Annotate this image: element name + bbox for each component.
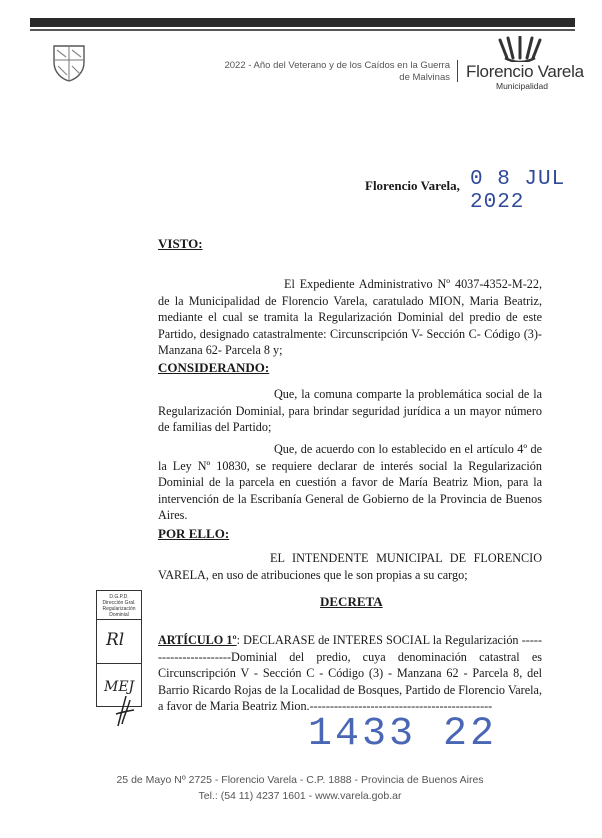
decreta-heading: DECRETA (320, 594, 383, 609)
florencio-varela-logo (495, 36, 545, 62)
header-bar (30, 18, 575, 27)
article-1-text: : DECLARASE de INTERES SOCIAL la Regularización -----------------------Dominial del predio, cuya denominación catastral es Circunscripción V - Sección C - Código (3) - Manzana 62 - Parcela 8, del Barrio Ricardo Rojas de la Localidad de Bosques, Partido de Florencio Varela, a favor de Maria Beatriz Mion.--------------------------------------------- (158, 633, 543, 713)
por-ello-heading: POR ELLO: (158, 526, 230, 541)
date-stamp: 0 8 JUL 2022 (470, 168, 566, 214)
considerando-paragraph-2: Que, de acuerdo con lo establecido en el artículo 4º de la Ley Nº 10830, se requiere declarar de interés social la Regularización Dominial de la parcela en cuestión a favor de María Beatriz Mion, para la intervención de la Escribanía General de Gobierno de la Provincia de Buenos Aires. (158, 442, 542, 522)
considerando-paragraph-1: Que, la comuna comparte la problemática social de la Regularización Dominial, para brindar seguridad jurídica a un mayor número de familias del Partido; (158, 387, 542, 434)
brand-subtitle: Municipalidad (496, 81, 548, 91)
city-line: Florencio Varela, (365, 178, 460, 193)
considerando-heading: CONSIDERANDO: (158, 360, 270, 375)
year-motto: 2022 - Año del Veterano y de los Caídos en la Guerra de Malvinas (224, 60, 450, 83)
header-bar-thin (30, 29, 575, 31)
stamp-initials-1: Rl (106, 630, 125, 650)
municipal-shield-logo (52, 42, 86, 82)
visto-heading: VISTO: (158, 236, 203, 251)
stamp-divider (97, 663, 141, 664)
visto-paragraph: El Expediente Administrativo Nº 4037-4352-M-22, de la Municipalidad de Florencio Varela, caratulado MION, Maria Beatriz, mediante el cual se tramita la Regularización Dominial del predio de este Partido, designado catastralmente: Circunscripción V- Sección C- Código (3)- Manzana 62- Parcela 8 y; (158, 277, 542, 357)
footer-address: 25 de Mayo Nº 2725 - Florencio Varela - C.P. 1888 - Provincia de Buenos Aires (116, 774, 484, 786)
handwritten-signature (112, 694, 136, 728)
motto-divider (457, 60, 458, 82)
stamp-text: D.G.P.D. Dirección Gral. Regularización Dominial (102, 594, 136, 618)
article-1-label: ARTÍCULO 1º (158, 633, 237, 647)
stamp-initials-2: MEJ (104, 679, 135, 695)
article-1-paragraph (158, 632, 542, 715)
por-ello-paragraph: EL INTENDENTE MUNICIPAL DE FLORENCIO VARELA, en uso de atribuciones que le son propias a su cargo; (158, 551, 542, 582)
brand-name: Florencio Varela (466, 62, 584, 81)
footer-contact: Tel.: (54 11) 4237 1601 - www.varela.gob.ar (198, 790, 402, 802)
stamp-divider (97, 619, 141, 620)
decree-number-stamp: 1433 22 (308, 712, 498, 757)
